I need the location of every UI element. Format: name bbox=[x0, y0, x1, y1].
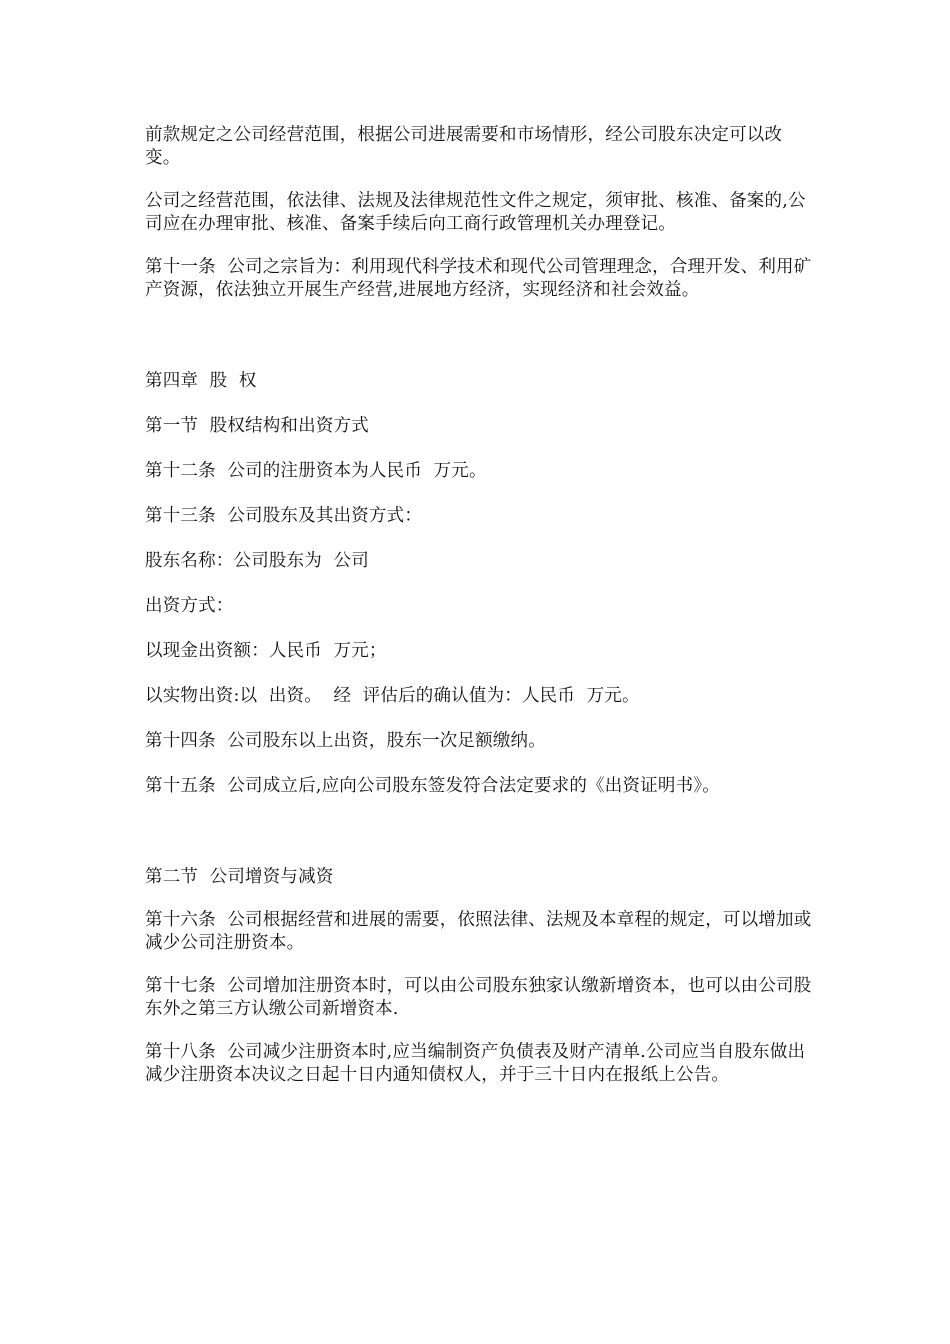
article-13: 第十三条 公司股东及其出资方式： bbox=[145, 506, 423, 526]
article-15: 第十五条 公司成立后,应向公司股东签发符合法定要求的《出资证明书》。 bbox=[145, 776, 720, 796]
article-17: 第十七条 公司增加注册资本时，可以由公司股东独家认缴新增资本，也可以由公司股东外之第三方认缴公司新增资本. bbox=[145, 976, 812, 1019]
document-body bbox=[145, 124, 815, 1087]
section-heading-1: 第一节 股权结构和出资方式 bbox=[145, 416, 369, 436]
section-heading-2: 第二节 公司增资与减资 bbox=[145, 867, 334, 887]
article-12: 第十二条 公司的注册资本为人民币 万元。 bbox=[145, 461, 487, 481]
contribution-method-line: 出资方式： bbox=[145, 596, 234, 616]
article-14: 第十四条 公司股东以上出资，股东一次足额缴纳。 bbox=[145, 731, 546, 751]
cash-contribution-line: 以现金出资额：人民币 万元； bbox=[145, 641, 387, 661]
chapter-heading-4: 第四章 股 权 bbox=[145, 371, 257, 391]
in-kind-contribution-line: 以实物出资:以 出资。 经 评估后的确认值为：人民币 万元。 bbox=[145, 686, 640, 706]
article-18: 第十八条 公司减少注册资本时,应当编制资产负债表及财产清单.公司应当自股东做出减少注册资本决议之日起十日内通知债权人，并于三十日内在报纸上公告。 bbox=[145, 1042, 806, 1085]
shareholder-name-line: 股东名称：公司股东为 公司 bbox=[145, 551, 369, 571]
article-16: 第十六条 公司根据经营和进展的需要，依照法律、法规及本章程的规定，可以增加或减少公司注册资本。 bbox=[145, 910, 812, 953]
paragraph-business-scope-approval: 公司之经营范围，依法律、法规及法律规范性文件之规定，须审批、核准、备案的,公司应在办理审批、核准、备案手续后向工商行政管理机关办理登记。 bbox=[145, 191, 806, 234]
article-11: 第十一条 公司之宗旨为：利用现代科学技术和现代公司管理理念，合理开发、利用矿产资源，依法独立开展生产经营,进展地方经济，实现经济和社会效益。 bbox=[145, 257, 812, 300]
paragraph-business-scope-change: 前款规定之公司经营范围，根据公司进展需要和市场情形，经公司股东决定可以改变。 bbox=[145, 125, 783, 168]
